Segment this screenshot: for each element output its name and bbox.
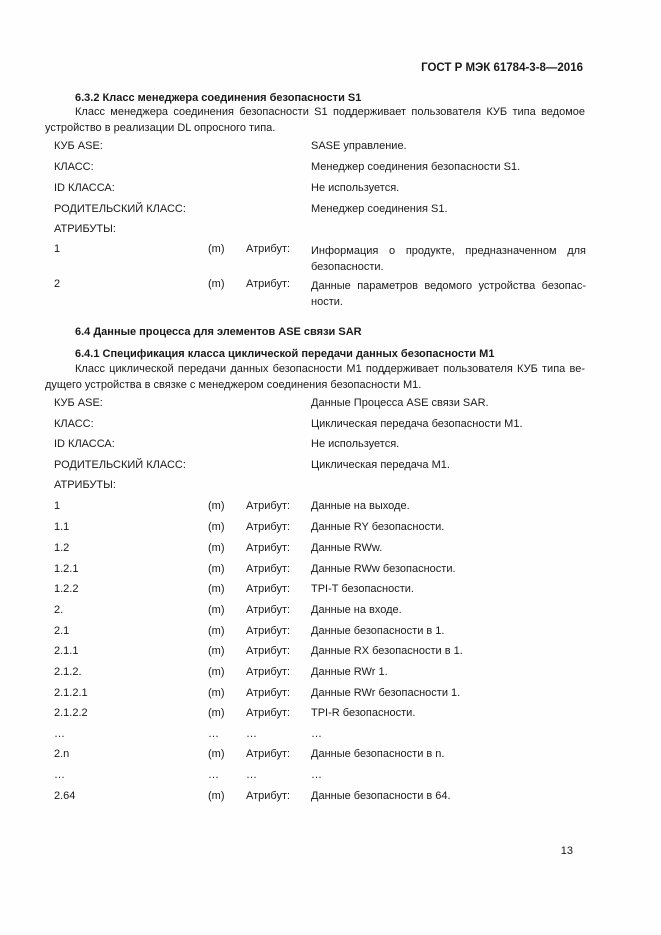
attr-mandatory: (m) <box>208 243 225 255</box>
attr-number: 1 <box>54 500 61 512</box>
spec-key: КЛАСС: <box>54 161 94 173</box>
spec-value: Менеджер соединения безопасности S1. <box>311 161 521 173</box>
spec-key: ID КЛАССА: <box>54 438 115 450</box>
attribute-row <box>54 728 594 744</box>
attr-description: Данные на входе. <box>311 604 402 616</box>
attr-number: 2.64 <box>54 790 76 802</box>
class-spec-row <box>54 397 594 413</box>
attr-mandatory: (m) <box>208 604 225 616</box>
attr-number: … <box>54 769 65 781</box>
attr-label: Атрибут: <box>246 243 291 255</box>
attr-number: 2.1.2.1 <box>54 687 88 699</box>
paragraph-text: Класс циклической передачи данных безопасности M1 поддерживает пользователя КУБ типа ве-дущего устройства в связке с менеджером соединения безопасности M1. <box>45 363 585 391</box>
attribute-row <box>54 500 594 516</box>
spec-value: Циклическая передача безопасности M1. <box>311 418 523 430</box>
attr-label: Атрибут: <box>246 666 291 678</box>
attr-number: … <box>54 728 65 740</box>
attr-mandatory: (m) <box>208 583 225 595</box>
spec-key: ID КЛАССА: <box>54 182 115 194</box>
attr-description: … <box>311 769 322 781</box>
attr-description: … <box>311 728 322 740</box>
attr-number: 2.1 <box>54 625 70 637</box>
attr-label: Атрибут: <box>246 563 291 575</box>
attr-mandatory: (m) <box>208 666 225 678</box>
class-spec-row <box>54 203 594 219</box>
attr-mandatory: … <box>208 769 219 781</box>
attr-description: Данные RWr безопасности 1. <box>311 687 461 699</box>
page-number: 13 <box>560 845 573 857</box>
attr-description: TPI-R безопасности. <box>311 707 416 719</box>
section-paragraph-6-3-2 <box>45 104 585 136</box>
spec-key: РОДИТЕЛЬСКИЙ КЛАСС: <box>54 203 186 215</box>
class-spec-row <box>54 223 594 239</box>
spec-value: Циклическая передача M1. <box>311 459 450 471</box>
attr-mandatory: (m) <box>208 521 225 533</box>
spec-key: АТРИБУТЫ: <box>54 479 116 491</box>
class-spec-row <box>54 479 594 495</box>
attr-label: … <box>246 769 257 781</box>
attr-description: Данные RY безопасности. <box>311 521 445 533</box>
attr-label: Атрибут: <box>246 521 291 533</box>
attr-mandatory: (m) <box>208 707 225 719</box>
attr-mandatory: … <box>208 728 219 740</box>
attribute-row <box>54 604 594 620</box>
attr-label: Атрибут: <box>246 707 291 719</box>
class-spec-row <box>54 418 594 434</box>
spec-key: КУБ ASE: <box>54 140 103 152</box>
attr-label: Атрибут: <box>246 500 291 512</box>
attr-mandatory: (m) <box>208 625 225 637</box>
spec-key: АТРИБУТЫ: <box>54 223 116 235</box>
attr-label: Атрибут: <box>246 687 291 699</box>
attribute-row <box>54 666 594 682</box>
spec-key: КУБ ASE: <box>54 397 103 409</box>
attr-mandatory: (m) <box>208 278 225 290</box>
attr-label: Атрибут: <box>246 583 291 595</box>
document-code: ГОСТ Р МЭК 61784-3-8—2016 <box>421 62 583 74</box>
attr-description: Данные безопасности в 64. <box>311 790 451 802</box>
attr-description: Данные RWw безопасности. <box>311 563 456 575</box>
attr-label: Атрибут: <box>246 625 291 637</box>
attr-number: 2. <box>54 604 64 616</box>
attr-number: 1.1 <box>54 521 70 533</box>
attr-number: 2.1.2. <box>54 666 82 678</box>
attribute-row <box>54 687 594 703</box>
attribute-row <box>54 769 594 785</box>
attr-description: Данные безопасности в 1. <box>311 625 445 637</box>
attr-number: 2.1.1 <box>54 645 79 657</box>
class-spec-row <box>54 459 594 475</box>
attr-label: … <box>246 728 257 740</box>
attr-number: 2.1.2.2 <box>54 707 88 719</box>
class-spec-row <box>54 140 594 156</box>
attribute-row <box>54 243 594 275</box>
attr-number: 2 <box>54 278 61 290</box>
attr-number: 1.2.2 <box>54 583 79 595</box>
spec-value: Менеджер соединения S1. <box>311 203 448 215</box>
attr-label: Атрибут: <box>246 278 291 290</box>
attr-description: TPI-T безопасности. <box>311 583 414 595</box>
attr-mandatory: (m) <box>208 542 225 554</box>
spec-key: КЛАСС: <box>54 418 94 430</box>
attr-number: 2.n <box>54 748 70 760</box>
attribute-row <box>54 583 594 599</box>
spec-key: РОДИТЕЛЬСКИЙ КЛАСС: <box>54 459 186 471</box>
attr-number: 1.2.1 <box>54 563 79 575</box>
attr-mandatory: (m) <box>208 563 225 575</box>
section-heading-6-4: 6.4 Данные процесса для элементов ASE связи SAR <box>75 326 362 338</box>
attr-description: Информация о продукте, предназначенном для безопасности. <box>311 245 586 273</box>
attr-number: 1 <box>54 243 61 255</box>
class-spec-row <box>54 161 594 177</box>
attr-description: Данные RX безопасности в 1. <box>311 645 463 657</box>
attr-description: Данные безопасности в n. <box>311 748 445 760</box>
attribute-row <box>54 748 594 764</box>
attr-mandatory: (m) <box>208 790 225 802</box>
attr-mandatory: (m) <box>208 645 225 657</box>
attribute-row <box>54 625 594 641</box>
class-spec-row <box>54 182 594 198</box>
attr-description: Данные на выходе. <box>311 500 410 512</box>
attr-label: Атрибут: <box>246 604 291 616</box>
attr-description: Данные RWr 1. <box>311 666 388 678</box>
attribute-row <box>54 563 594 579</box>
attr-label: Атрибут: <box>246 645 291 657</box>
attr-label: Атрибут: <box>246 748 291 760</box>
attr-mandatory: (m) <box>208 748 225 760</box>
attribute-row <box>54 521 594 537</box>
spec-value: Данные Процесса ASE связи SAR. <box>311 397 489 409</box>
attribute-row <box>54 278 594 310</box>
spec-value: Не используется. <box>311 438 400 450</box>
class-spec-row <box>54 438 594 454</box>
section-heading-6-3-2: 6.3.2 Класс менеджера соединения безопасности S1 <box>75 92 362 104</box>
section-paragraph-6-4-1 <box>45 361 585 393</box>
spec-value: SASE управление. <box>311 140 407 152</box>
attr-label: Атрибут: <box>246 790 291 802</box>
attr-label: Атрибут: <box>246 542 291 554</box>
spec-value: Не используется. <box>311 182 400 194</box>
attribute-row <box>54 707 594 723</box>
attr-mandatory: (m) <box>208 687 225 699</box>
attribute-row <box>54 790 594 806</box>
attribute-row <box>54 542 594 558</box>
attr-description: Данные параметров ведомого устройства безопас-ности. <box>311 280 586 308</box>
attr-mandatory: (m) <box>208 500 225 512</box>
section-heading-6-4-1: 6.4.1 Спецификация класса циклической передачи данных безопасности M1 <box>75 348 495 360</box>
attr-description: Данные RWw. <box>311 542 383 554</box>
paragraph-text: Класс менеджера соединения безопасности S1 поддерживает пользователя КУБ типа ведомое устройство в реализации DL опросного типа. <box>45 106 585 134</box>
attribute-row <box>54 645 594 661</box>
attr-number: 1.2 <box>54 542 70 554</box>
